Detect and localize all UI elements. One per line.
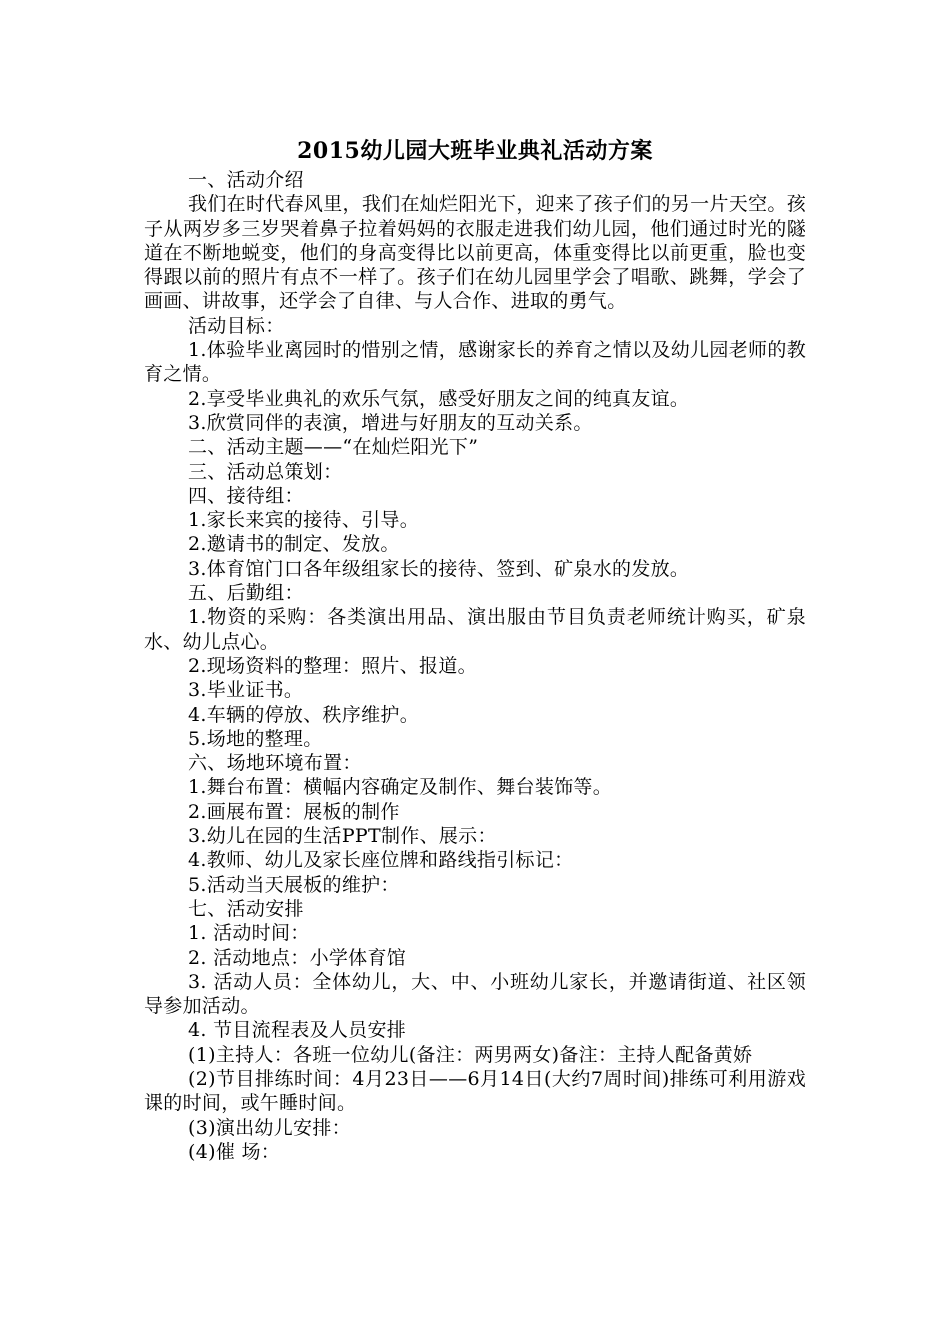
list-item: 3.毕业证书。 [188, 679, 304, 702]
list-item: 2.邀请书的制定、发放。 [188, 533, 400, 556]
list-item: 3.体育馆门口各年级组家长的接待、签到、矿泉水的发放。 [188, 557, 690, 580]
list-item: 3. 活动人员：全体幼儿，大、中、小班幼儿家长，并邀请街道、社区领导参加活动。 [144, 970, 806, 1018]
list-item: 1.体验毕业离园时的惜别之情，感谢家长的养育之情以及幼儿园老师的教育之情。 [144, 339, 806, 386]
list-item: 3.欣赏同伴的表演，增进与好朋友的互动关系。 [188, 411, 593, 434]
list-item: 4.车辆的停放、秩序维护。 [188, 703, 420, 726]
list-item: (3)演出幼儿安排： [188, 1116, 351, 1139]
document-title: 2015幼儿园大班毕业典礼活动方案 [297, 138, 653, 164]
list-item: 1.舞台布置：横幅内容确定及制作、舞台装饰等。 [188, 776, 613, 799]
list-item: 5.活动当天展板的维护： [188, 873, 400, 896]
list-item: 1.家长来宾的接待、引导。 [188, 509, 420, 532]
section-heading: 六、场地环境布置： [188, 752, 362, 775]
list-item: 2.画展布置：展板的制作 [188, 800, 400, 823]
list-item: 4.教师、幼儿及家长座位牌和路线指引标记： [188, 849, 574, 872]
section-heading: 三、活动总策划： [188, 460, 343, 483]
list-item: (4)催 场： [188, 1140, 281, 1163]
list-item: (1)主持人：各班一位幼儿(备注：两男两女)备注：主持人配备黄娇 [188, 1043, 753, 1066]
section-heading: 一、活动介绍 [188, 169, 304, 191]
list-item: 1. 活动时间： [188, 922, 310, 945]
section-heading: 五、后勤组： [188, 582, 304, 605]
list-item: 2.享受毕业典礼的欢乐气氛，感受好朋友之间的纯真友谊。 [188, 387, 690, 410]
list-item: 2.现场资料的整理：照片、报道。 [188, 654, 477, 677]
list-item: 4. 节目流程表及人员安排 [188, 1019, 407, 1042]
section-heading: 活动目标： [188, 314, 285, 337]
list-item: (2)节目排练时间：4月23日——6月14日(大约7周时间)排练可利用游戏课的时间，或午睡时间。 [144, 1067, 806, 1115]
document-page [144, 136, 806, 1286]
document-body [144, 168, 806, 1164]
list-item: 5.场地的整理。 [188, 727, 323, 750]
section-heading: 二、活动主题——“在灿烂阳光下” [188, 436, 479, 459]
section-heading: 七、活动安排 [188, 897, 304, 920]
list-item: 3.幼儿在园的生活PPT制作、展示： [188, 825, 497, 848]
list-item: 1.物资的采购：各类演出用品、演出服由节目负责老师统计购买，矿泉水、幼儿点心。 [144, 606, 806, 653]
list-item: 2. 活动地点：小学体育馆 [188, 946, 407, 969]
section-heading: 四、接待组： [188, 484, 304, 507]
intro-paragraph: 我们在时代春风里，我们在灿烂阳光下，迎来了孩子们的另一片天空。孩子从两岁多三岁哭着鼻子拉着妈妈的衣服走进我们幼儿园，他们通过时光的隧道在不断地蜕变，他们的身高变得比以前更高，体重变得比以前更重，脸也变得跟以前的照片有点不一样了。孩子们在幼儿园里学会了唱歌、跳舞，学会了画画、讲故事，还学会了自律、与人合作、进取的勇气。 [144, 193, 806, 313]
